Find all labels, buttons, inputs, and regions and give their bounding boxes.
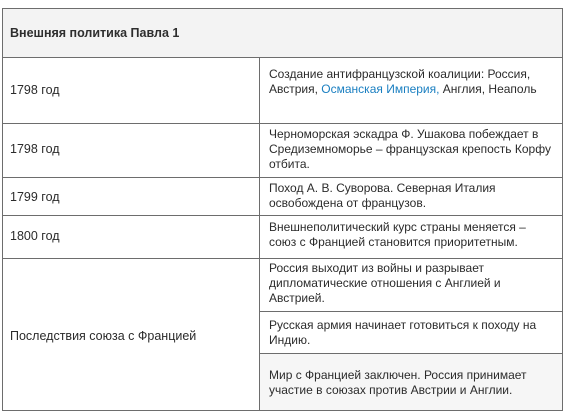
consequence-text: Россия выходит из войны и разрывает дипломатические отношения с Англией и Австрией. (269, 261, 501, 305)
event-cell (260, 124, 562, 177)
table-title: Внешняя политика Павла 1 (10, 26, 180, 40)
event-text: Поход А. В. Суворова. Северная Италия освобождена от французов. (269, 181, 496, 210)
consequences-label-cell (3, 259, 260, 410)
event-text: Черноморская эскадра Ф. Ушакова побеждает в Средиземноморье – французская крепость Корфу отбита. (269, 127, 551, 171)
ottoman-empire-link[interactable]: Османская Империя, (321, 82, 440, 96)
event-text-part: Англия, Неаполь (439, 82, 537, 96)
table-row (3, 178, 562, 216)
table-header (3, 9, 562, 58)
foreign-policy-table (2, 8, 563, 411)
table-row (3, 124, 562, 178)
consequence-item (260, 312, 562, 354)
table-row (3, 58, 562, 124)
year-cell (3, 178, 260, 215)
event-text-part: Создание антифранцузской коалиции: Россия, Австрия, (269, 67, 531, 96)
event-cell (260, 178, 562, 215)
consequence-item (260, 354, 562, 410)
year-cell (3, 124, 260, 177)
consequence-item (260, 259, 562, 312)
consequence-text: Мир с Францией заключен. Россия принимает участие в союзах против Австрии и Англии. (269, 368, 527, 397)
event-text: Внешнеполитический курс страны меняется – союз с Францией становится приоритетным. (269, 220, 526, 249)
event-cell (260, 216, 562, 258)
year-label: 1799 год (10, 190, 60, 204)
year-label: 1798 год (10, 142, 60, 156)
table-row-consequences (3, 259, 562, 410)
year-cell (3, 58, 260, 123)
table-row (3, 216, 562, 259)
consequences-cell (260, 259, 562, 410)
consequences-label: Последствия союза с Францией (10, 329, 197, 343)
year-label: 1800 год (10, 229, 60, 243)
event-text (269, 67, 554, 97)
year-label: 1798 год (10, 83, 60, 97)
year-cell (3, 216, 260, 258)
consequence-text: Русская армия начинает готовиться к походу на Индию. (269, 318, 537, 347)
event-cell (260, 58, 562, 123)
